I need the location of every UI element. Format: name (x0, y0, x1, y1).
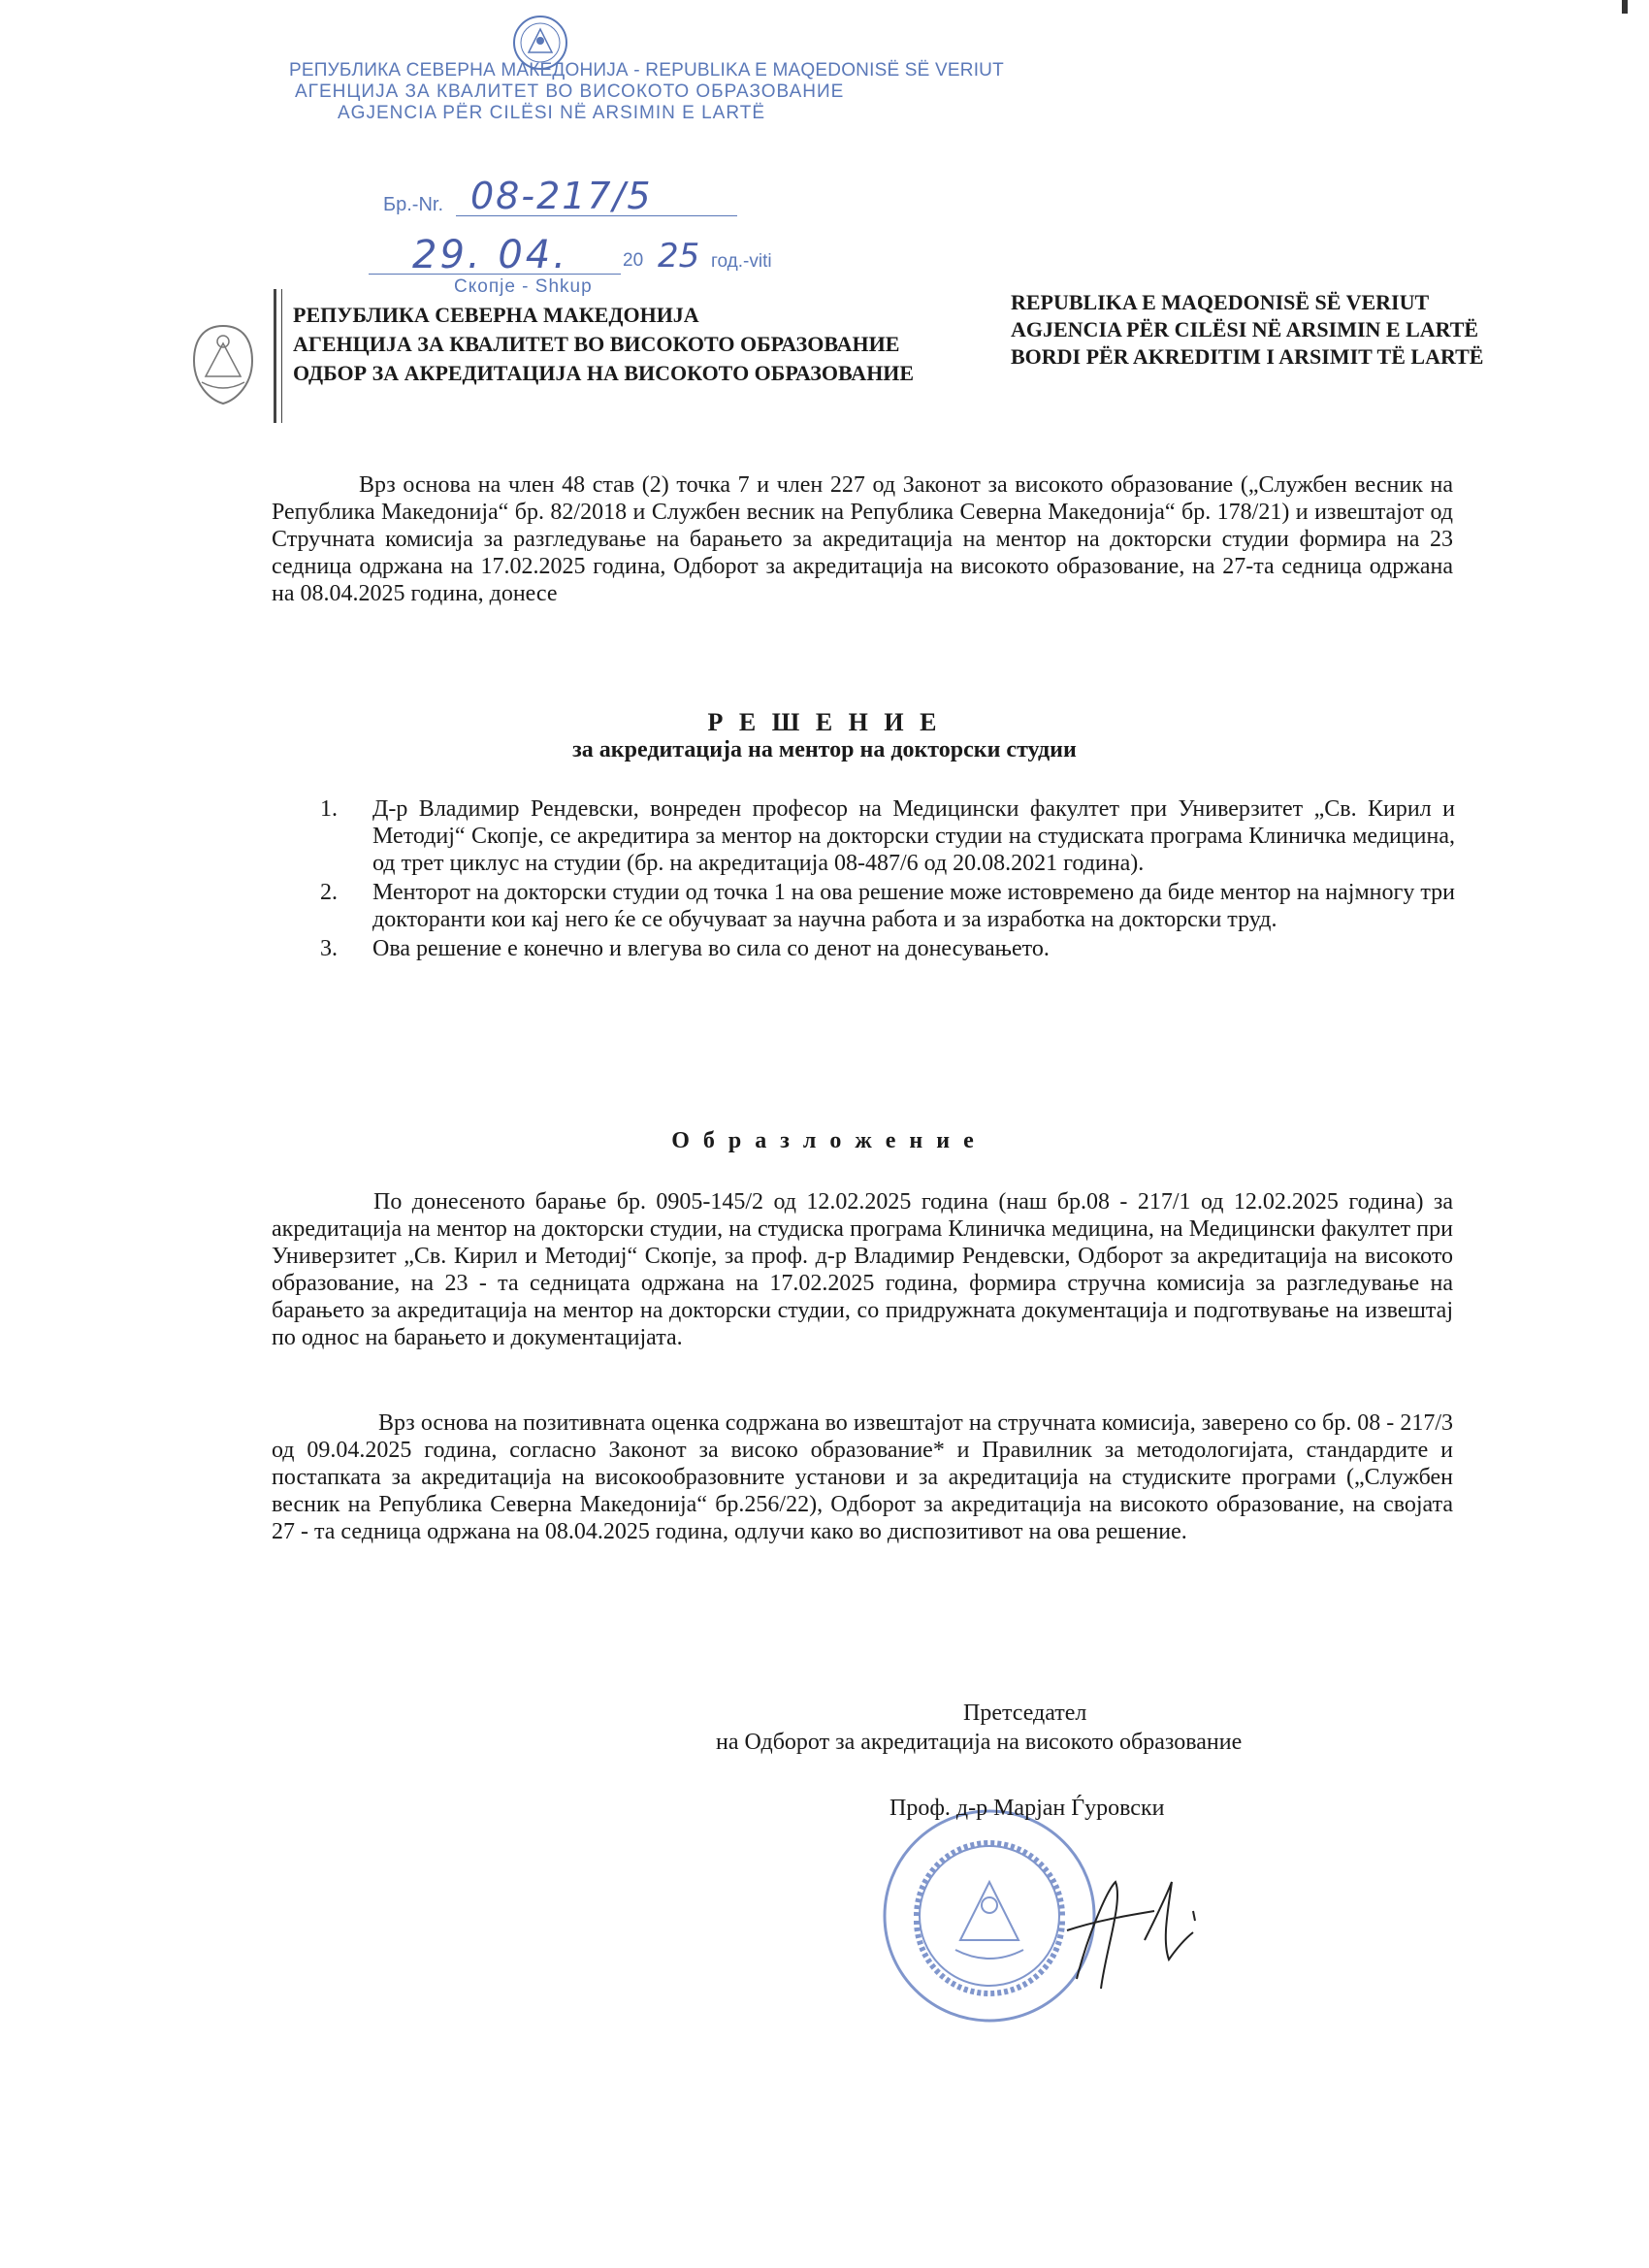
date-year: 25 (658, 237, 700, 275)
signature-board: на Одборот за акредитација на високото образование (716, 1730, 1243, 1755)
decision-title: Р Е Ш Е Н И Е (707, 708, 942, 736)
item-number: 1. (320, 796, 338, 822)
letterhead-albanian (1011, 289, 1483, 371)
emblem-icon (184, 320, 262, 407)
letterhead-line: REPUBLIKA E MAQEDONISË SË VERIUT (1011, 290, 1430, 314)
letterhead-line: РЕПУБЛИКА СЕВЕРНА МАКЕДОНИЈА (293, 303, 699, 327)
item-text: Д-р Владимир Рендевски, вонреден професор на Медицински факултет при Универзитет „Св. Кирил и Методиј“ Скопје, се акредитира за ментор на докторски студии на студиската програма Клиничка медицина, од трет циклус на студии (бр. на акредитација 08-487/6 од 20.08.2021 година). (372, 796, 1455, 876)
date-century: 20 (623, 250, 644, 271)
decision-items (320, 795, 1455, 964)
scan-edge-mark (1622, 0, 1628, 14)
letterhead-line: BORDI PËR AKREDITIM I ARSIMIT TË LARTË (1011, 344, 1484, 369)
explanation-paragraph-2: Врз основа на позитивната оценка содржана во извештајот на стручната комисија, заверено со бр. 08 - 217/3 од 09.04.2025 година, согласно Законот за високо образование* и Правилник за методологијата, стандардите и постапката за акредитација на високообразовните установи и за акредитација на студиските програми („Службен весник на Република Северна Македонија“ бр.256/22), Одборот за акредитација на високото образование, на својата 27 - та седница одржана на 08.04.2025 година, одлучи како во диспозитивот на ова решение. (272, 1410, 1453, 1544)
item-number: 2. (320, 880, 338, 905)
list-item (320, 935, 1455, 962)
registration-stamp (289, 60, 1004, 124)
letterhead-line: АГЕНЦИЈА ЗА КВАЛИТЕТ ВО ВИСОКОТО ОБРАЗОВАНИЕ (293, 332, 900, 356)
intro-paragraph: Врз основа на член 48 став (2) точка 7 и член 227 од Законот за високото образование („Службен весник на Република Македонија“ бр. 82/2018 и Службен весник на Република Северна Македонија“ бр. 178/21) и извештајот од Стручната комисија за разгледување на барањето за акредитација на ментор на докторски студии формира на 23 седница одржана на 17.02.2025 година, Одборот за акредитација на високото образование, на 27-та седница одржана на 08.04.2025 година, донесе (272, 472, 1453, 606)
decision-subtitle: за акредитација на ментор на докторски студии (572, 737, 1077, 762)
stamp-line-3: AGJENCIA PËR CILËSI NË ARSIMIN E LARTË (338, 103, 765, 123)
item-text: Менторот на докторски студии од точка 1 на ова решение може истовремено да биде ментор на најмногу три докторанти кои кај него ќе се обучуваат за научна работа и за изработка на докторски труд. (372, 880, 1455, 932)
explanation-paragraph-1: По донесеното барање бр. 0905-145/2 од 12.02.2025 година (наш бр.08 - 217/1 од 12.02.2025 година) за акредитација на ментор на докторски студии, на студиска програма Клиничка медицина, на Медицински факултет при Универзитет „Св. Кирил и Методиј“ Скопје, за проф. д-р Владимир Рендевски, Одборот за акредитација на високото образование, на 23 - та седницата одржана на 17.02.2025 година, формира стручна комисија за разгледување на барањето за акредитација на ментор на докторски студии, со придружната документација и подготвување на извештај по однос на барањето и документацијата. (272, 1189, 1453, 1350)
signatory-name: Проф. д-р Марјан Ѓуровски (889, 1796, 1165, 1821)
registration-date: 29. 04. (412, 233, 568, 277)
letterhead-line: AGJENCIA PËR CILËSI NË ARSIMIN E LARTË (1011, 317, 1479, 341)
registration-number: 08-217/5 (470, 175, 653, 217)
stamp-line-1: РЕПУБЛИКА СЕВЕРНА МАКЕДОНИЈА - REPUBLIKA E MAQEDONISË SË VERIUT (289, 60, 1004, 81)
item-text: Ова решение е конечно и влегува во сила со денот на донесувањето. (372, 936, 1050, 961)
stamp-line-2: АГЕНЦИЈА ЗА КВАЛИТЕТ ВО ВИСОКОТО ОБРАЗОВАНИЕ (295, 81, 845, 102)
signature-title: Претседател (963, 1701, 1087, 1726)
letterhead-divider-thin (281, 289, 282, 423)
date-underline (369, 274, 621, 275)
date-suffix: год.-viti (711, 251, 772, 272)
letterhead-line: ОДБОР ЗА АКРЕДИТАЦИЈА НА ВИСОКОТО ОБРАЗОВАНИЕ (293, 361, 915, 385)
explanation-title: О б р а з л о ж е н и е (671, 1128, 978, 1153)
list-item (320, 795, 1455, 877)
list-item (320, 879, 1455, 933)
handwritten-signature-icon (1048, 1863, 1212, 1998)
item-number: 3. (320, 936, 338, 961)
stamp-place: Скопје - Shkup (454, 276, 593, 297)
registration-label: Бр.-Nr. (383, 194, 444, 215)
letterhead-divider (274, 289, 276, 423)
letterhead-macedonian (293, 301, 914, 388)
